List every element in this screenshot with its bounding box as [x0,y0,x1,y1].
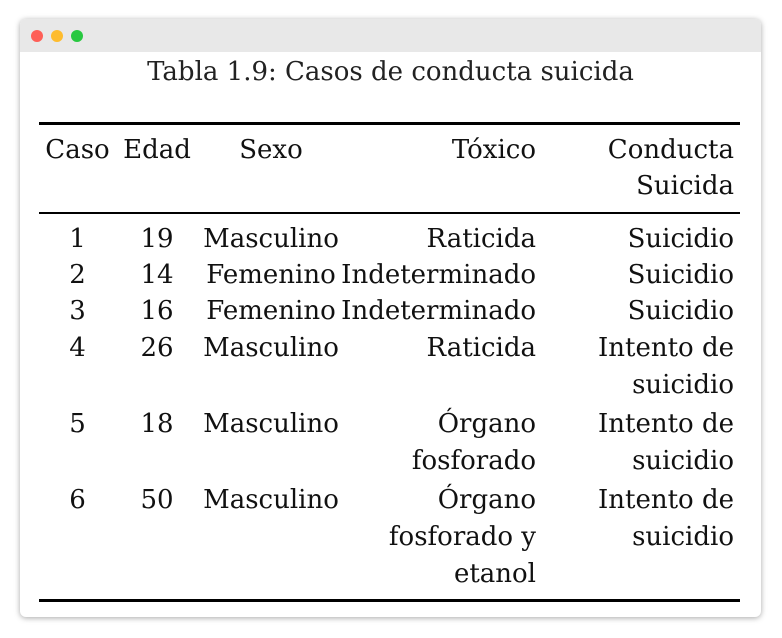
header-sexo: Sexo [239,135,303,165]
row-3-caso: 3 [69,296,86,326]
row-6-conducta-line2: suicidio [632,522,734,552]
row-1-sexo: Masculino [203,224,339,254]
row-6-toxico-line2: fosforado y [388,522,536,552]
row-1-caso: 1 [69,224,86,254]
row-6-conducta-line1: Intento de [598,485,734,515]
row-4-caso: 4 [69,333,86,363]
row-6-toxico-line1: Órgano [437,485,536,515]
row-6-caso: 6 [69,485,86,515]
header-caso: Caso [45,135,110,165]
row-6-toxico-line3: etanol [453,559,536,589]
row-5-sexo: Masculino [203,409,339,439]
row-2-edad: 14 [140,260,174,290]
row-5-caso: 5 [69,409,86,439]
document-window [20,19,761,617]
row-3-edad: 16 [140,296,174,326]
maximize-window-icon[interactable] [71,30,83,42]
row-1-conducta: Suicidio [627,224,734,254]
window-titlebar [20,19,761,52]
row-5-conducta-line1: Intento de [598,409,734,439]
row-6-sexo: Masculino [203,485,339,515]
table-caption: Tabla 1.9: Casos de conducta suicida [147,57,634,87]
row-1-edad: 19 [140,224,174,254]
header-edad: Edad [123,135,191,165]
table-bottom-rule [39,599,740,602]
row-2-sexo: Femenino [206,260,336,290]
close-window-icon[interactable] [31,30,43,42]
row-2-toxico: Indeterminado [341,260,536,290]
row-4-toxico: Raticida [426,333,536,363]
row-4-conducta-line2: suicidio [632,370,734,400]
row-3-toxico: Indeterminado [341,296,536,326]
row-4-sexo: Masculino [203,333,339,363]
row-4-edad: 26 [140,333,174,363]
row-1-toxico: Raticida [426,224,536,254]
row-2-conducta: Suicidio [627,260,734,290]
row-6-edad: 50 [140,485,174,515]
row-5-toxico-line2: fosforado [411,446,536,476]
minimize-window-icon[interactable] [51,30,63,42]
row-5-conducta-line2: suicidio [632,446,734,476]
row-5-toxico-line1: Órgano [437,409,536,439]
header-toxico: Tóxico [451,135,536,165]
row-3-conducta: Suicidio [627,296,734,326]
header-conducta-line1: Conducta [607,135,734,165]
row-2-caso: 2 [69,260,86,290]
row-5-edad: 18 [140,409,174,439]
table-top-rule [39,122,740,125]
header-conducta-line2: Suicida [636,171,734,201]
row-3-sexo: Femenino [206,296,336,326]
table-header-rule [39,212,740,214]
row-4-conducta-line1: Intento de [598,333,734,363]
